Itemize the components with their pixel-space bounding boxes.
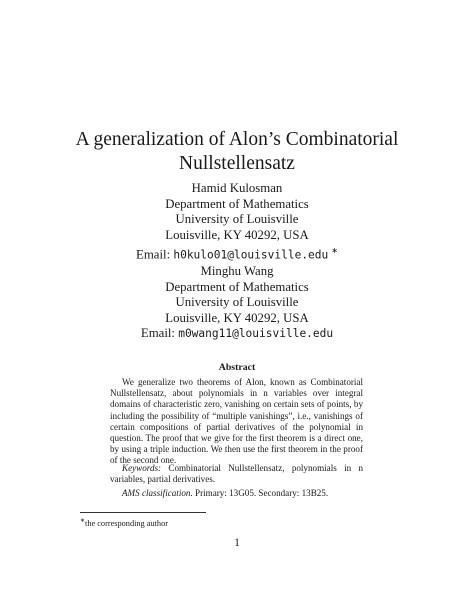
title-line-1: A generalization of Alon’s Combinatorial (75, 129, 399, 150)
ams-classification-line (110, 488, 363, 499)
footnote-divider (80, 512, 206, 513)
keywords-label: Keywords: (122, 463, 162, 473)
author-name: Hamid Kulosman (191, 181, 283, 195)
author-email-line (0, 243, 474, 263)
abstract-text: We generalize two theorems of Alon, known as Combinatorial Nullstellensatz, about polynomials in n variables over integral domains of characteristic zero, vanishing on certain sets of points, by including the possibility of “multiple vanishings”, i.e., vanishings of certain compositions of partial derivatives of the polynomial in question. The proof that we give for the first theorem is a direct one, by using a triple induction. We then use the first theorem in the proof of the second one. (110, 377, 363, 466)
author-university: University of Louisville (175, 212, 299, 227)
email-label: Email: (136, 247, 171, 262)
author-address: Louisville, KY 40292, USA (165, 227, 309, 242)
ams-text: Primary: 13G05. Secondary: 13B25. (195, 488, 329, 498)
author-block-1 (0, 181, 474, 263)
title-line-2: Nullstellensatz (179, 153, 295, 174)
email-label: Email: (140, 326, 175, 341)
author-department: Department of Mathematics (165, 196, 309, 211)
footnote (80, 516, 168, 529)
keywords-line (110, 463, 363, 485)
author-email-line (0, 326, 474, 342)
footnote-marker: ∗ (331, 246, 338, 256)
author-email[interactable]: h0kulo01@louisville.edu (173, 248, 329, 262)
abstract-body (110, 377, 363, 467)
author-block-2 (0, 264, 474, 342)
page-number: 1 (234, 537, 240, 549)
author-university: University of Louisville (175, 295, 299, 310)
keywords-text: Combinatorial Nullstellensatz, polynomials in n variables, partial derivatives. (110, 463, 363, 485)
footnote-text: the corresponding author (85, 518, 168, 528)
footnote-mark: ∗ (80, 518, 86, 524)
author-department: Department of Mathematics (165, 279, 309, 294)
abstract-heading: Abstract (218, 362, 256, 373)
author-address: Louisville, KY 40292, USA (165, 310, 309, 325)
author-email[interactable]: m0wang11@louisville.edu (178, 327, 334, 341)
paper-title (0, 128, 474, 176)
author-name: Minghu Wang (200, 264, 274, 278)
ams-label: AMS classification. (122, 488, 193, 498)
